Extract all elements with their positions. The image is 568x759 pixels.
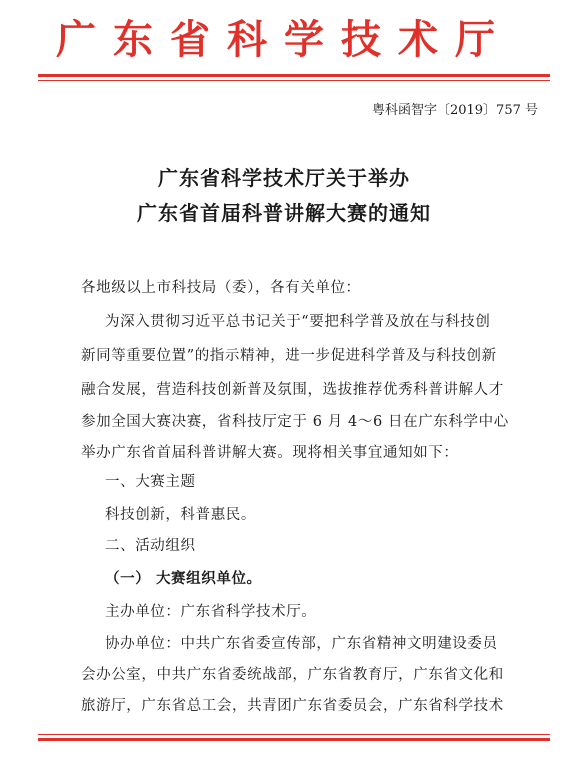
subsection-1-heading: （一） 大赛组织单位。	[105, 570, 262, 587]
document-title-line-2: 广东省首届科普讲解大赛的通知	[137, 201, 431, 225]
host-unit: 主办单位：广东省科学技术厅。	[105, 604, 317, 620]
co-host-line: 旅游厅，广东省总工会，共青团广东省委员会，广东省科学技术	[81, 698, 504, 714]
paragraph-1-line: 为深入贯彻习近平总书记关于“要把科学普及放在与科技创	[105, 314, 491, 330]
salutation: 各地级以上市科技局（委），各有关单位：	[81, 280, 361, 296]
letterhead-rule-thick	[38, 74, 550, 77]
letterhead-rule-thin	[38, 80, 550, 81]
co-host-line: 会办公室，中共广东省委统战部，广东省教育厅，广东省文化和	[81, 667, 504, 683]
footer-rule-thin	[38, 734, 550, 735]
paragraph-1-line: 新同等重要位置”的指示精神，进一步促进科学普及与科技创新	[81, 348, 497, 364]
document-number: 粤科函智字〔2019〕757 号	[371, 103, 538, 118]
footer-rule-thick	[38, 738, 550, 741]
paragraph-1-line: 举办广东省首届科普讲解大赛。现将相关事宜通知如下：	[81, 445, 459, 461]
document-title-line-1: 广东省科学技术厅关于举办	[158, 166, 410, 190]
co-host-line: 协办单位：中共广东省委宣传部，广东省精神文明建设委员	[105, 636, 498, 652]
paragraph-1-line: 参加全国大赛决赛，省科技厅定于 6 月 4～6 日在广东科学中心	[81, 414, 509, 430]
section-1-text: 科技创新，科普惠民。	[105, 507, 256, 523]
section-2-heading: 二、活动组织	[105, 538, 196, 554]
letterhead-org-name: 广东省科学技术厅	[56, 16, 512, 63]
section-1-heading: 一、大赛主题	[105, 474, 196, 490]
paragraph-1-line: 融合发展，营造科技创新普及氛围，选拔推荐优秀科普讲解人才	[81, 382, 504, 398]
